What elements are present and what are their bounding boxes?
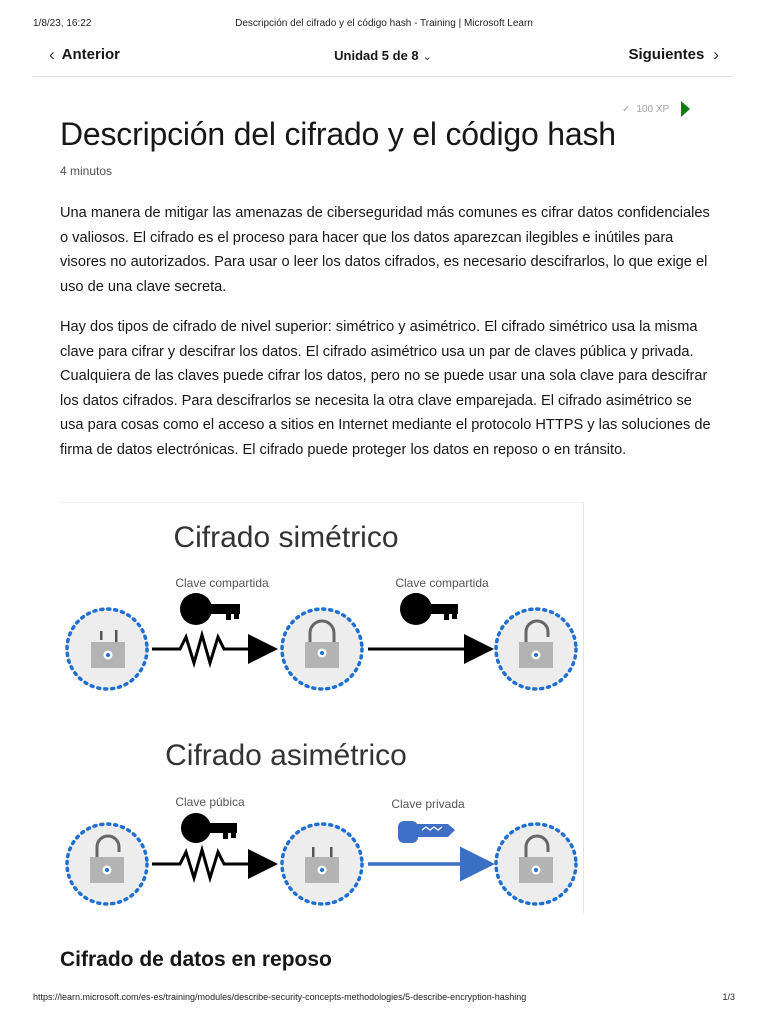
next-unit-link[interactable] (628, 46, 719, 63)
next-label: Siguientes (628, 46, 705, 63)
chevron-left-icon: ‹ (49, 45, 55, 64)
previous-label: Anterior (61, 46, 121, 63)
shared-key-label: Clave compartida (395, 576, 489, 590)
page-url: https://learn.microsoft.com/es-es/training/modules/describe-security-concepts-methodologies/5-describe-encryption-hashing (33, 992, 527, 1002)
print-header (0, 18, 768, 32)
check-icon: ✓ (622, 103, 631, 115)
private-key-label: Clave privada (391, 797, 465, 811)
decrypted-data-icon (67, 609, 147, 689)
xp-indicator (622, 101, 690, 117)
public-key-label: Clave púbica (175, 795, 245, 809)
encryption-diagram-svg (60, 503, 583, 913)
unit-dropdown[interactable] (334, 48, 432, 63)
chevron-right-icon: › (713, 45, 719, 64)
private-key-icon (398, 821, 455, 843)
unlocked-data-icon (67, 824, 147, 904)
locked-data-icon (282, 609, 362, 689)
encryption-types-paragraph: Hay dos tipos de cifrado de nivel superior: simétrico y asimétrico. El cifrado simétrico usa la misma clave para cifrar y descifrar los datos. El cifrado asimétrico usa un par de claves pública y privada. Cualquiera de las claves puede cifrar los datos, pero no se puede usar una sola clave para descifrar los datos cifrados. Para descifrarlos se necesita la otra clave emparejada. El cifrado asimétrico se usa para cosas como el acceso a sitios en Internet mediante el protocolo HTTPS y las soluciones de firma de datos electrónicas. El cifrado puede proteger los datos en reposo o en tránsito. (60, 319, 711, 458)
page-title: Descripción del cifrado y el código hash (60, 116, 616, 152)
decrypted-data-icon (282, 824, 362, 904)
section-heading: Cifrado de datos en reposo (60, 948, 332, 971)
key-icon (180, 593, 240, 625)
encryption-diagram (60, 502, 584, 913)
encrypt-arrow (152, 850, 272, 878)
encrypt-arrow (152, 635, 272, 663)
play-icon[interactable] (681, 101, 690, 117)
print-page-title: Descripción del cifrado y el código hash - Training | Microsoft Learn (235, 18, 533, 29)
chevron-down-icon: ⌄ (422, 51, 432, 63)
print-datetime: 1/8/23, 16:22 (33, 18, 92, 29)
unit-label: Unidad 5 de 8 (334, 48, 419, 63)
key-icon (400, 593, 458, 625)
symmetric-title: Cifrado simétrico (173, 521, 399, 554)
unit-navigation (33, 40, 733, 77)
duration-label: 4 minutos (60, 164, 113, 178)
asymmetric-title: Cifrado asimétrico (165, 739, 407, 772)
shared-key-label: Clave compartida (175, 576, 269, 590)
intro-paragraph: Una manera de mitigar las amenazas de ciberseguridad más comunes es cifrar datos confidenciales o valiosos. El cifrado es el proceso para hacer que los datos aparezcan ilegibles e inútiles para visores no autorizados. Para usar o leer los datos cifrados, es necesario descifrarlos, lo que exige el uso de una clave secreta. (60, 205, 710, 295)
unlocked-data-icon (496, 609, 576, 689)
page-number: 1/3 (722, 992, 735, 1002)
unlocked-data-icon (496, 824, 576, 904)
xp-label: 100 XP (636, 103, 670, 115)
public-key-icon (181, 813, 237, 843)
